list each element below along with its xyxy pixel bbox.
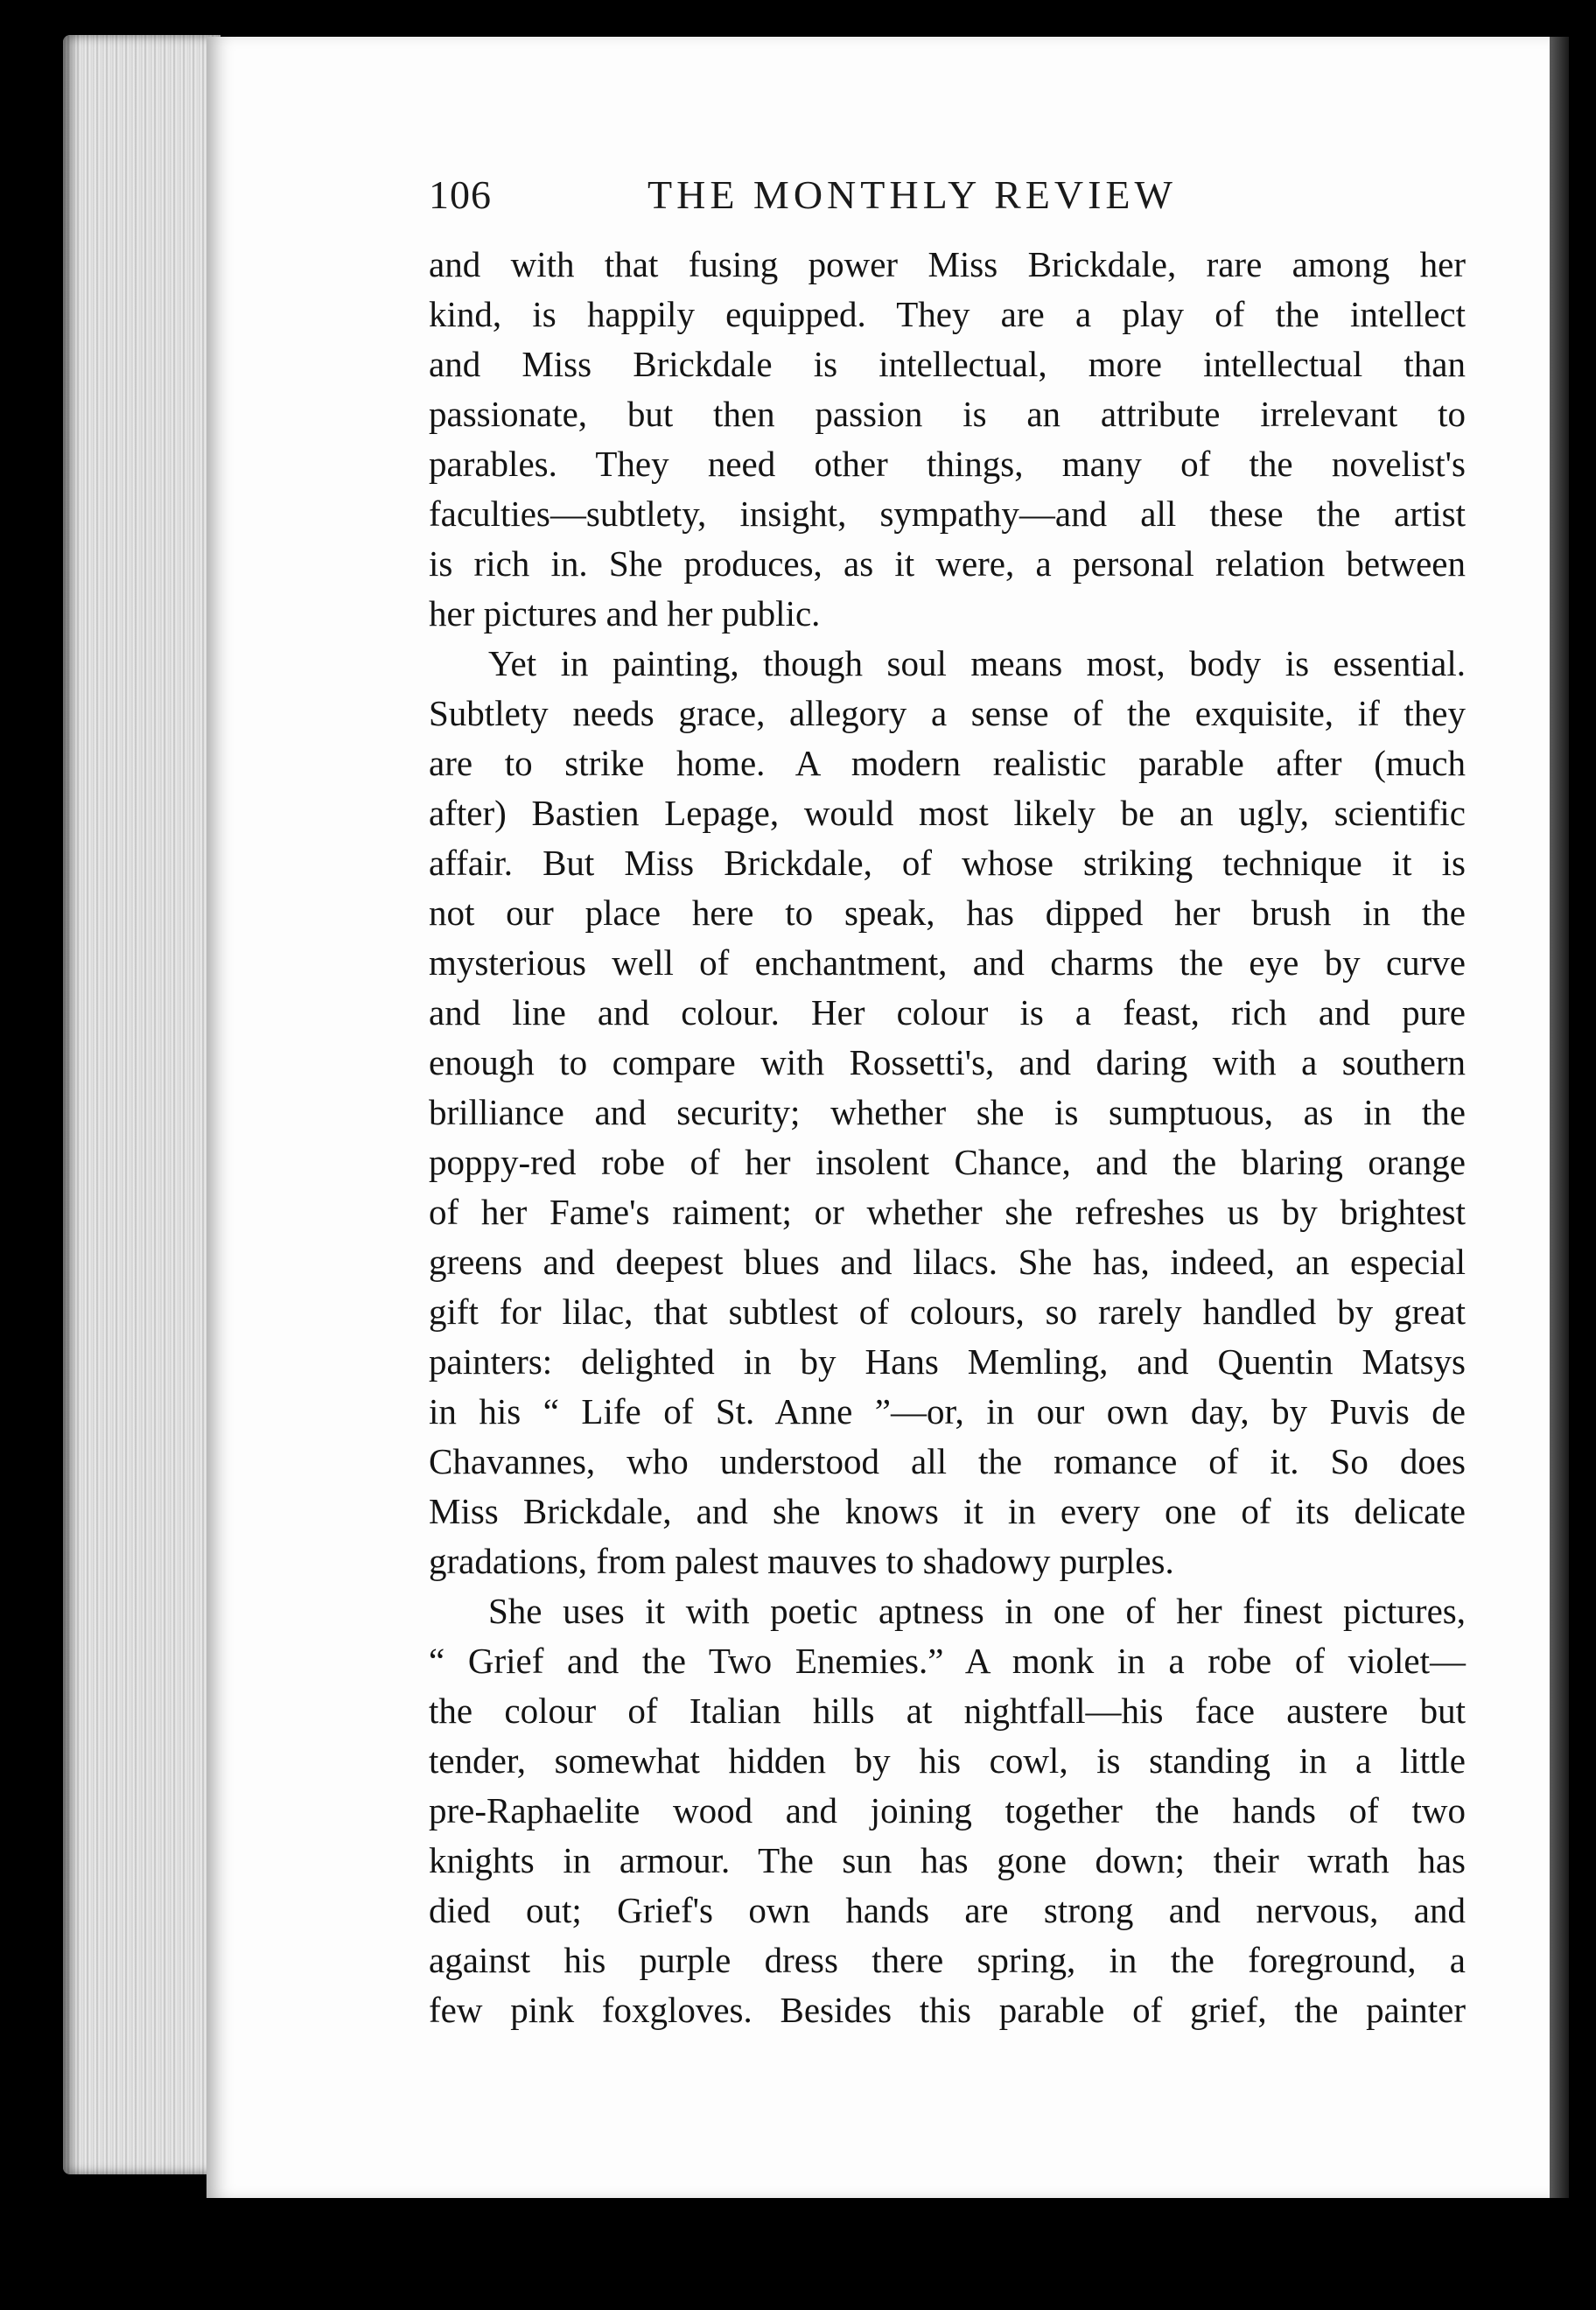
text-line: Yet in painting, though soul means most, body is essential. (488, 643, 1466, 683)
text-line: faculties—subtlety, insight, sympathy—and all these the artist (429, 494, 1466, 534)
text-line: passionate, but then passion is an attribute irrelevant to (429, 394, 1466, 434)
text-line: Subtlety needs grace, allegory a sense of the exquisite, if they (429, 693, 1466, 733)
text-line: not our place here to speak, has dipped her brush in the (429, 892, 1466, 933)
body-text (429, 240, 1466, 2035)
page-number: 106 (429, 172, 492, 217)
text-line: and with that fusing power Miss Brickdale, rare among her (429, 244, 1466, 284)
text-line: affair. But Miss Brickdale, of whose striking technique it is (429, 843, 1466, 883)
text-line: Chavannes, who understood all the romance of it. So does (429, 1441, 1466, 1481)
text-line: are to strike home. A modern realistic parable after (much (429, 743, 1466, 783)
text-line: “ Grief and the Two Enemies.” A monk in a robe of violet— (429, 1641, 1466, 1681)
book-page-edges (63, 35, 220, 2174)
text-line: is rich in. She produces, as it were, a personal relation between (429, 543, 1466, 584)
text-line: gradations, from palest mauves to shadowy purples. (429, 1541, 1174, 1581)
text-line: knights in armour. The sun has gone down; their wrath has (429, 1840, 1466, 1880)
text-line: in his “ Life of St. Anne ”—or, in our own day, by Puvis de (429, 1391, 1466, 1432)
text-line: brilliance and security; whether she is sumptuous, as in the (429, 1092, 1466, 1132)
text-line: and Miss Brickdale is intellectual, more intellectual than (429, 344, 1466, 384)
text-line: Miss Brickdale, and she knows it in every one of its delicate (429, 1491, 1466, 1531)
book-binding-edge (1550, 37, 1569, 2198)
text-line: enough to compare with Rossetti's, and daring with a southern (429, 1042, 1466, 1082)
text-line: painters: delighted in by Hans Memling, and Quentin Matsys (429, 1341, 1466, 1382)
text-line: of her Fame's raiment; or whether she refreshes us by brightest (429, 1192, 1466, 1232)
text-line: her pictures and her public. (429, 593, 821, 634)
text-line: few pink foxgloves. Besides this parable of grief, the painter (429, 1990, 1466, 2030)
text-line: gift for lilac, that subtlest of colours, so rarely handled by great (429, 1292, 1466, 1332)
text-line: died out; Grief's own hands are strong and nervous, and (429, 1890, 1466, 1930)
text-line: tender, somewhat hidden by his cowl, is standing in a little (429, 1740, 1466, 1781)
text-line: poppy-red robe of her insolent Chance, and the blaring orange (429, 1142, 1466, 1182)
journal-title: THE MONTHLY REVIEW (648, 172, 1177, 217)
text-line: and line and colour. Her colour is a feast, rich and pure (429, 992, 1466, 1032)
text-line: kind, is happily equipped. They are a play of the intellect (429, 294, 1466, 334)
text-line: the colour of Italian hills at nightfall—his face austere but (429, 1690, 1466, 1731)
text-line: mysterious well of enchantment, and charms the eye by curve (429, 942, 1466, 983)
text-line: parables. They need other things, many of the novelist's (429, 444, 1466, 484)
text-line: pre-Raphaelite wood and joining together the hands of two (429, 1790, 1466, 1830)
text-line: greens and deepest blues and lilacs. She has, indeed, an especial (429, 1242, 1466, 1282)
text-line: against his purple dress there spring, in the foreground, a (429, 1940, 1466, 1980)
running-head (429, 172, 1234, 224)
text-line: after) Bastien Lepage, would most likely be an ugly, scientific (429, 793, 1466, 833)
text-line: She uses it with poetic aptness in one of her finest pictures, (488, 1591, 1466, 1631)
